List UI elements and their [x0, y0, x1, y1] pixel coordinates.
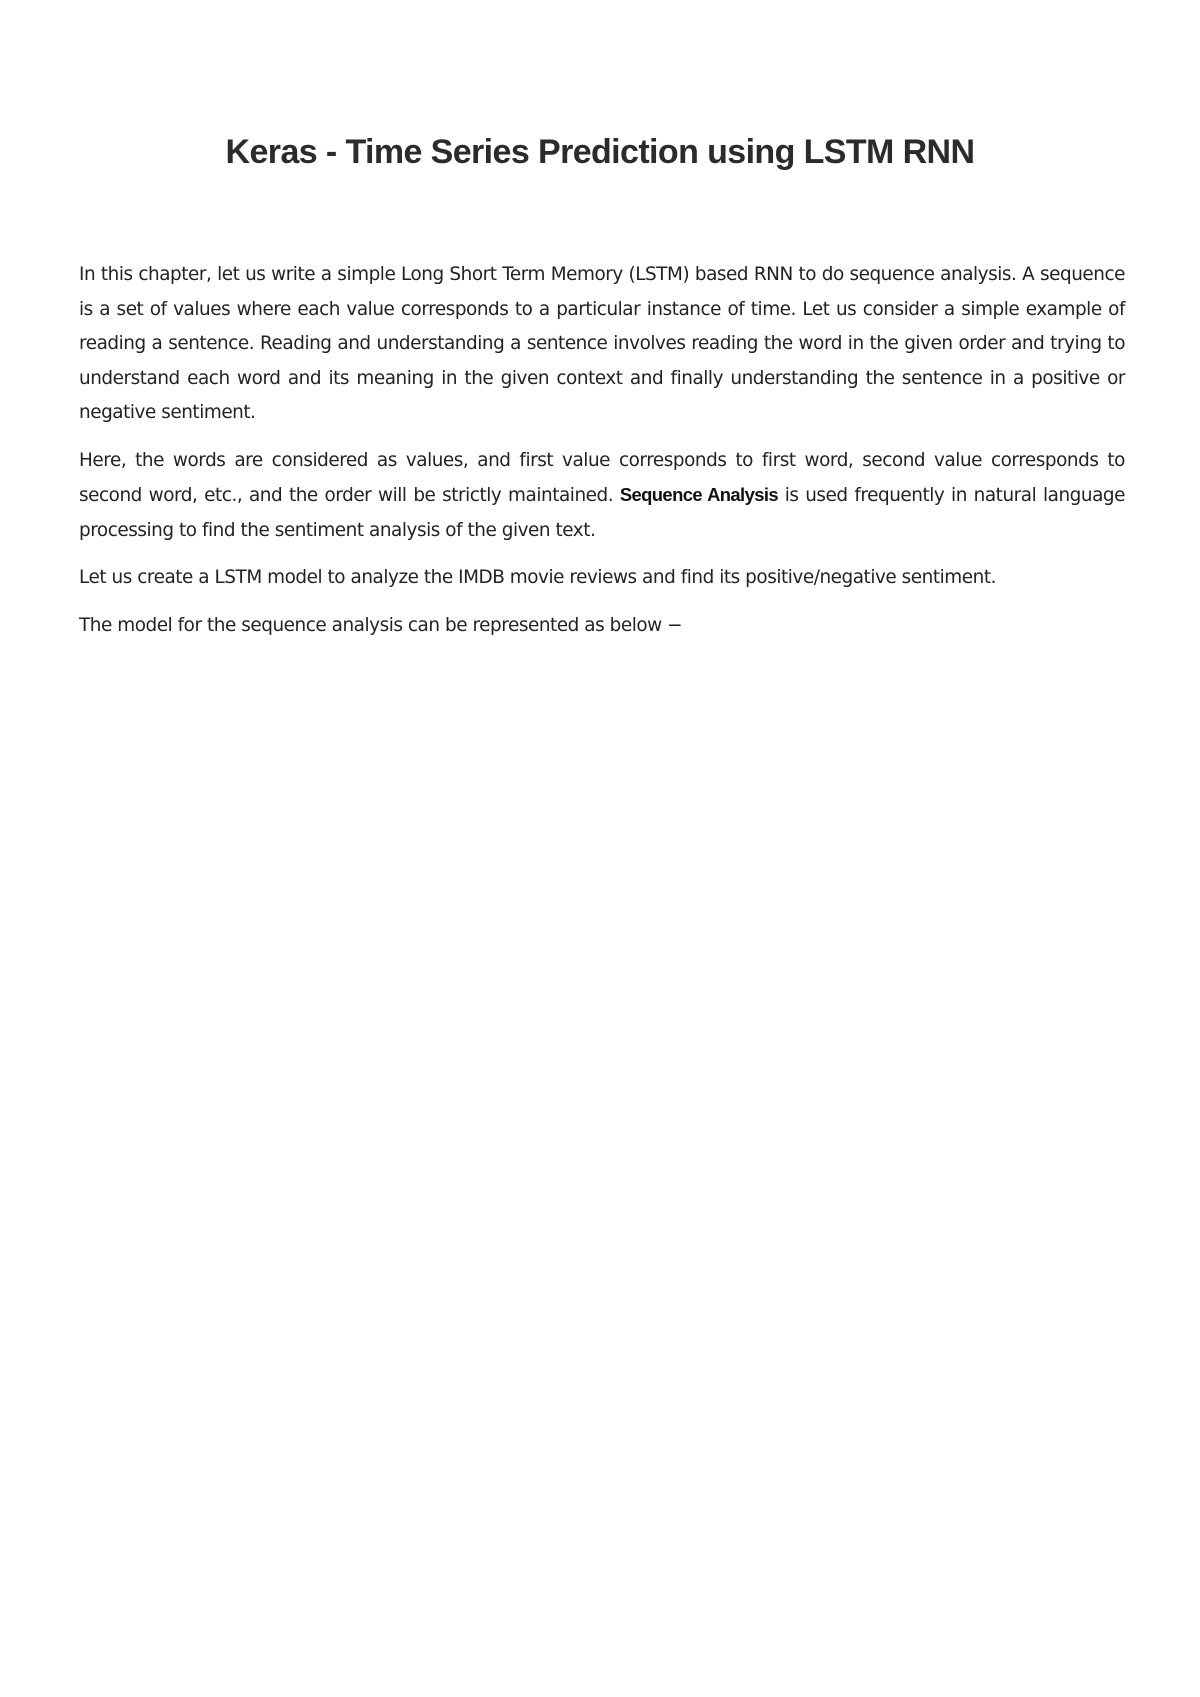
bold-term-sequence-analysis: Sequence Analysis: [619, 484, 778, 505]
page-title: Keras - Time Series Prediction using LSTM RNN: [225, 133, 975, 171]
paragraph-model-intro: The model for the sequence analysis can be represented as below −: [79, 614, 683, 636]
paragraph-text-segment: Here, the words are considered as values, and first value corresponds to first word, second value corresponds to second word, etc., and the order will be strictly maintained.: [79, 449, 1125, 506]
paragraph-text-segment: is used frequently in natural language processing to find the sentiment analysis of the given text.: [79, 485, 1125, 541]
paragraph-lstm-imdb: Let us create a LSTM model to analyze the IMDB movie reviews and find its positive/negative sentiment.: [79, 567, 996, 588]
document-body: [79, 258, 1125, 656]
paragraph-intro: In this chapter, let us write a simple Long Short Term Memory (LSTM) based RNN to do sequence analysis. A sequence is a set of values where each value corresponds to a particular instance of time. Let us consider a simple example of reading a sentence. Reading and understanding a sentence involves reading the word in the given order and trying to understand each word and its meaning in the given context and finally understanding the sentence in a positive or negative sentiment.: [79, 264, 1125, 423]
paragraph-sequence-values: [79, 444, 1125, 549]
